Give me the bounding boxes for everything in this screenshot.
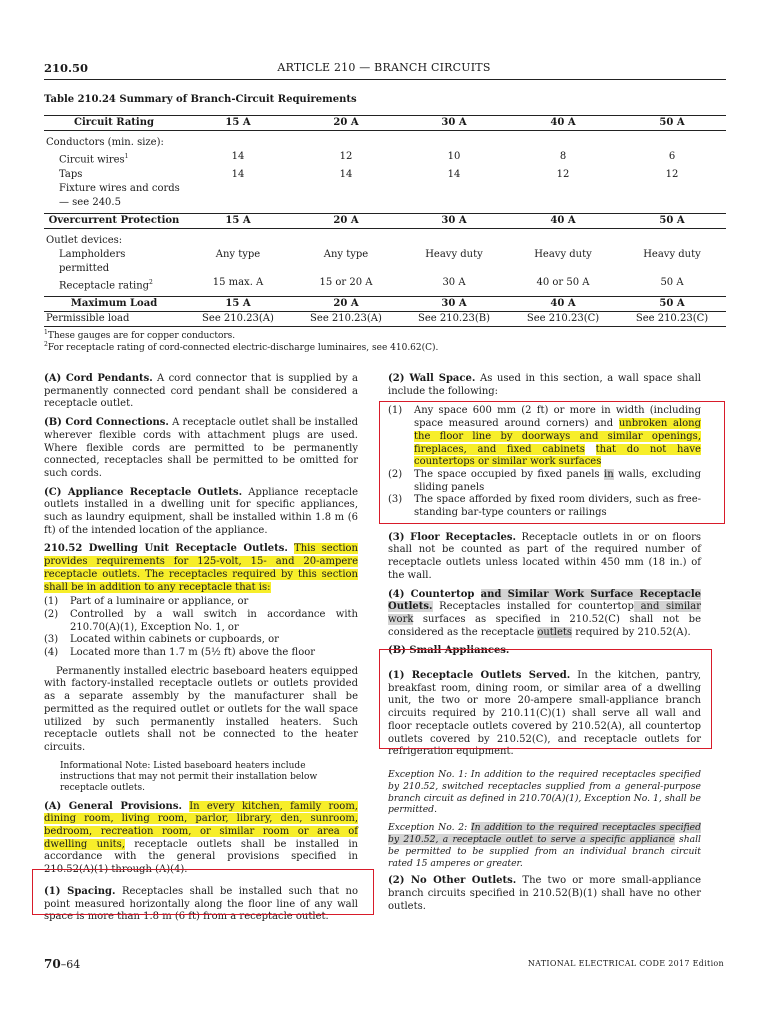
exception-1: Exception No. 1: In addition to the required receptacles specified by 210.52, switched receptacles supplied from a general-purpose branch circuit as defined in 210.70(A)(1), Exception No. 1, shall be permitted. [388, 768, 701, 816]
paragraph-heading: (A) Cord Pendants. [44, 373, 153, 384]
paragraph-text: required by 210.52(A). [572, 626, 691, 638]
wall-space-paragraph [388, 373, 701, 398]
table-cell: 8 [559, 151, 567, 163]
table-cell: Outlet devices: [46, 234, 123, 246]
list-text: Located within cabinets or cupboards, or [70, 634, 279, 646]
cord-connections-paragraph [44, 417, 358, 481]
header-rule [44, 79, 726, 80]
paragraph-heading: (B) Cord Connections. [44, 417, 169, 429]
table-row [44, 196, 726, 213]
table-cell: 30 A [400, 116, 508, 131]
table-cell: Conductors (min. size): [46, 137, 164, 149]
paragraph-heading: (C) Appliance Receptacle Outlets. [44, 486, 243, 498]
row-label: Receptacle rating [59, 280, 150, 292]
paragraph-heading: (3) Floor Receptacles. [388, 531, 516, 543]
paragraph-text: Appliance receptacle outlets installed in a dwelling unit for specific appliances, such as laundry equipment, shall be installed within 1.8 m (6 ft) of the intended location of the appliance. [44, 486, 358, 536]
table-cell: 15 A [184, 213, 292, 228]
gray-highlighted-heading: and Similar Work Surface Receptacle Outlets. [388, 588, 701, 613]
highlighted-text: that do not have countertops or similar work surfaces [414, 443, 701, 468]
table-cell: 50 A [618, 213, 726, 228]
table-cell: 14 [231, 168, 245, 180]
table-cell: 12 [556, 168, 570, 180]
table-row [44, 213, 726, 228]
footnote-ref: 2 [149, 279, 153, 287]
paragraph-text: Receptacles shall be installed such that no point measured horizontally along the floor line of any wall space is more than 1.8 m (6 ft) from a receptacle outlet. [44, 885, 358, 923]
table-cell [44, 150, 184, 168]
annotation-box-wall-space [379, 401, 725, 524]
table-cell: 30 A [442, 277, 466, 289]
section-210-52-paragraph [44, 543, 358, 594]
table-cell: 50 A [618, 296, 726, 311]
paragraph-heading: (A) General Provisions. [44, 800, 182, 812]
section-number-header: 210.50 [44, 61, 89, 75]
table-cell: Heavy duty [643, 248, 701, 260]
footnote-text: These gauges are for copper conductors. [47, 331, 236, 341]
table-cell: 40 A [508, 213, 618, 228]
list-number: (3) [44, 634, 59, 646]
table-cell: Heavy duty [425, 248, 483, 260]
footnote-text: For receptacle rating of cord-connected electric-discharge luminaires, see 410.62(C). [47, 343, 439, 353]
list-item [44, 647, 358, 660]
list-item [44, 634, 358, 647]
table-cell: 40 A [508, 296, 618, 311]
table-cell: 40 A [508, 116, 618, 131]
table-cell: See 210.23(A) [292, 312, 400, 327]
exclusion-list [44, 596, 358, 660]
list-text-part: Any space 600 mm (2 ft) or more in width (including space measured around corners) and [414, 405, 701, 430]
table-row [44, 131, 726, 151]
countertop-paragraph [388, 589, 701, 640]
branch-circuit-table [44, 115, 726, 327]
table-cell: Circuit Rating [44, 116, 184, 131]
exception-text: shall be permitted to be supplied from an individual branch circuit rated 15 amperes or greater. [388, 833, 701, 869]
table-row [44, 276, 726, 296]
table-cell: Maximum Load [44, 296, 184, 311]
table-cell: See 210.23(C) [618, 312, 726, 327]
table-row [44, 168, 726, 182]
table-cell: Permissible load [44, 312, 184, 327]
table-cell: Any type [323, 248, 369, 260]
table-cell: Taps [59, 168, 83, 180]
table-cell: See 210.23(A) [184, 312, 292, 327]
table-cell: 15 A [184, 296, 292, 311]
gray-highlighted-text: outlets [537, 626, 573, 638]
footnote-mark: 1 [44, 329, 48, 336]
paragraph-text: As used in this section, a wall space shall include the following: [388, 373, 701, 397]
table-cell: 12 [339, 151, 353, 163]
annotation-box-spacing [32, 869, 374, 915]
table-title: Table 210.24 Summary of Branch-Circuit Requirements [44, 94, 357, 105]
list-text: Controlled by a wall switch in accordance with 210.70(A)(1), Exception No. 1, or [70, 608, 358, 633]
paragraph-heading: (2) Wall Space. [388, 373, 476, 384]
cord-pendants-paragraph [44, 373, 358, 411]
table-cell: 40 or 50 A [536, 277, 590, 289]
paragraph-heading: (4) Countertop [388, 588, 481, 600]
table-footnote-2 [44, 339, 438, 354]
table-row [44, 248, 726, 262]
table-cell: Lampholders [59, 248, 126, 260]
page-number-minor: –64 [60, 958, 81, 971]
paragraph-text: receptacle outlets shall be installed in accordance with the general provisions specified in 210.52(A)(1) through (A)(4). [44, 838, 358, 876]
table-row [44, 312, 726, 327]
gray-highlighted-text: in [604, 468, 614, 480]
table-cell: 20 A [292, 116, 400, 131]
paragraph-heading: (1) Receptacle Outlets Served. [388, 670, 571, 682]
highlighted-text: unbroken along the floor line by doorways and similar openings, fireplaces, and fixed cabinets [414, 418, 702, 455]
paragraph-text: Receptacle outlets in or on floors shall not be counted as part of the required number of receptacle outlets unless located within 450 mm (18 in.) of the wall. [388, 531, 701, 581]
article-header: ARTICLE 210 — BRANCH CIRCUITS [277, 61, 491, 74]
floor-receptacles-paragraph [388, 532, 701, 583]
table-cell [44, 276, 184, 296]
informational-note: Informational Note: Listed baseboard heaters include instructions that may not permit their installation below receptacle outlets. [60, 760, 318, 794]
table-cell: Any type [215, 248, 261, 260]
edition-footer: NATIONAL ELECTRICAL CODE 2017 Edition [527, 959, 724, 968]
table-cell: 20 A [292, 296, 400, 311]
highlighted-text: This section provides requirements for 125-volt, 15- and 20-ampere receptacle outlets. The receptacles required by this section shall be in addition to any receptacle that is: [44, 543, 358, 593]
table-cell: 6 [668, 151, 676, 163]
list-item [44, 596, 358, 609]
table-cell: Heavy duty [534, 248, 592, 260]
list-number: (2) [44, 608, 59, 620]
table-cell: Overcurrent Protection [44, 213, 184, 228]
table-cell: 50 A [660, 277, 684, 289]
page-number [44, 957, 80, 971]
table-cell: 15 A [184, 116, 292, 131]
list-number: (4) [44, 647, 59, 659]
gray-highlighted-text: In addition to the required receptacles specified by 210.52, a receptacle outlet to serve a specific appliance [388, 822, 701, 845]
list-text-part: The space occupied by fixed panels [414, 468, 604, 480]
general-provisions-paragraph [44, 801, 358, 877]
table-cell: See 210.23(C) [508, 312, 618, 327]
table-header-row [44, 116, 726, 131]
appliance-outlets-paragraph [44, 487, 358, 538]
table-cell: 30 A [400, 213, 508, 228]
list-text-part: walls, excluding sliding panels [414, 468, 701, 493]
table-cell: 14 [447, 168, 461, 180]
table-cell: permitted [59, 263, 110, 275]
gray-highlighted-text: and similar work [388, 601, 701, 625]
row-label: Circuit wires [59, 154, 125, 166]
table-row [44, 296, 726, 311]
highlighted-text: In every kitchen, family room, dining room, living room, parlor, library, den, sunroom, bedroom, recreation room, or similar room or area of dwelling units, [44, 800, 358, 850]
table-cell: — see 240.5 [59, 197, 121, 209]
table-cell: 20 A [292, 213, 400, 228]
table-row [44, 182, 726, 196]
table-row [44, 228, 726, 248]
table-row [44, 150, 726, 168]
paragraph-heading: (2) No Other Outlets. [388, 875, 517, 887]
paragraph-text: surfaces as specified in 210.52(C) shall not be considered as the receptacle [388, 613, 701, 638]
paragraph-text: A receptacle outlet shall be installed wherever flexible cords with attachment plugs are used. Where flexible cords are permitted to be permanently connected, receptacles shall be permitted to be omitted for such cords. [44, 417, 358, 479]
table-cell: 15 max. A [212, 277, 264, 289]
baseboard-heater-paragraph: Permanently installed electric baseboard heaters equipped with factory-installed receptacle outlets or outlets provided as a separate assembly by the manufacturer shall be permitted as the required outlet or outlets for the wall space utilized by such permanently installed heaters. Such receptacle outlets shall not be connected to the heater circuits. [44, 665, 358, 753]
subsection-heading: (B) Small Appliances. [388, 645, 510, 657]
table-cell: 30 A [400, 296, 508, 311]
paragraph-text: A cord connector that is supplied by a permanently connected cord pendant shall be considered a receptacle outlet. [44, 373, 358, 410]
list-text: Located more than 1.7 m (5½ ft) above the floor [70, 647, 316, 659]
table-cell: 12 [665, 168, 679, 180]
annotation-box-outlets-served [379, 649, 712, 749]
paragraph-text: Receptacles installed for countertop [432, 601, 634, 613]
no-other-outlets-paragraph [388, 875, 701, 913]
list-number: (1) [44, 596, 59, 608]
list-number: (3) [388, 494, 403, 506]
table-cell: 15 or 20 A [319, 277, 373, 289]
table-cell: See 210.23(B) [400, 312, 508, 327]
section-heading: 210.52 Dwelling Unit Receptacle Outlets. [44, 543, 288, 555]
table-row [44, 262, 726, 276]
table-cell: 14 [339, 168, 353, 180]
paragraph-text: In the kitchen, pantry, breakfast room, dining room, or similar area of a dwelling unit, the two or more 20-ampere small-appliance branch circuits required by 210.11(C)(1) shall serve all wall and floor receptacle outlets covered by 210.52(A), all countertop outlets covered by 210.52(C), and receptacle outlets for refrigeration equipment. [388, 670, 701, 758]
exception-2 [388, 822, 701, 869]
table-cell: Fixture wires and cords [59, 183, 180, 195]
exception-label: Exception No. 2: [388, 822, 471, 834]
list-number: (1) [388, 405, 403, 417]
list-text: Part of a luminaire or appliance, or [70, 596, 249, 608]
table-cell: 14 [231, 151, 245, 163]
left-column [44, 373, 358, 930]
table-cell: 50 A [618, 116, 726, 131]
paragraph-text: The two or more small-appliance branch circuits specified in 210.52(B)(1) shall have no other outlets. [388, 875, 701, 912]
list-item [44, 609, 358, 634]
table-cell: 10 [447, 151, 461, 163]
footnote-mark: 2 [44, 341, 48, 348]
list-number: (2) [388, 468, 403, 480]
paragraph-heading: (1) Spacing. [44, 885, 116, 897]
page-number-major: 70 [44, 957, 61, 971]
list-text: The space afforded by fixed room dividers, such as free-standing bar-type counters or railings [414, 494, 701, 519]
footnote-ref: 1 [124, 153, 129, 161]
